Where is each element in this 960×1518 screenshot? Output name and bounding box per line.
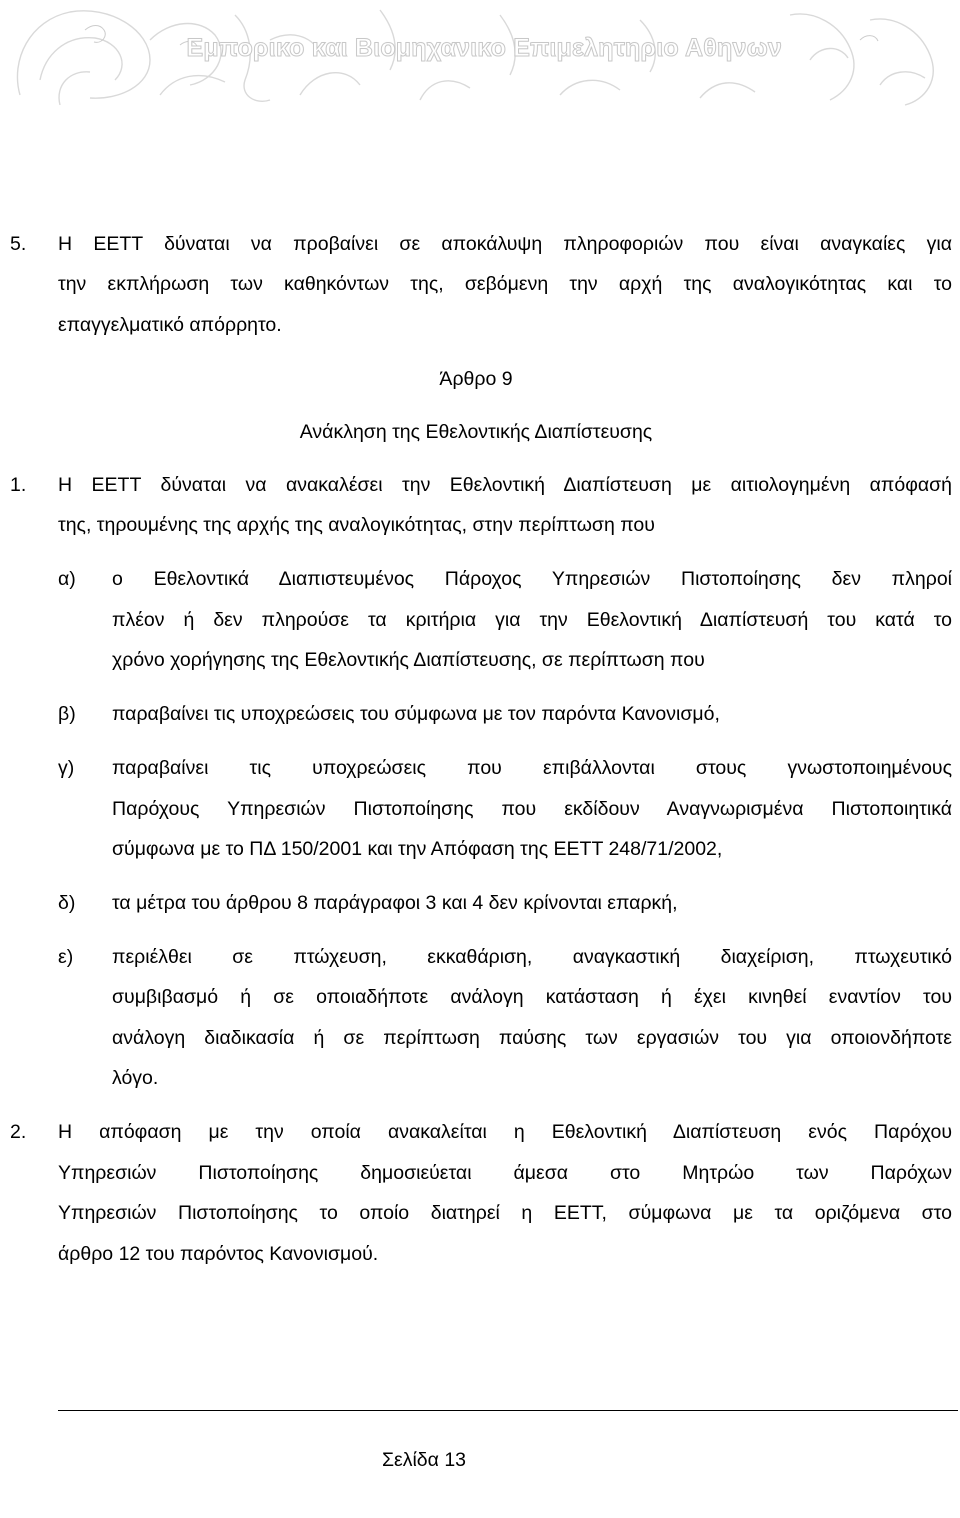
paragraph-1-line-1: Η ΕΕΤΤ δύναται να ανακαλέσει την Εθελοντική Διαπίστευση με αιτιολογημένη απόφασή (58, 474, 952, 496)
header-title: Εμπορικο και Βιομηχανικο Επιμελητηριο Αθηνων (186, 34, 782, 62)
item-gamma-line-2: Παρόχους Υπηρεσιών Πιστοποίησης που εκδίδουν Αναγνωρισμένα Πιστοποιητικά (112, 798, 952, 820)
item-alpha-line-2: πλέον ή δεν πληρούσε τα κριτήρια για την Εθελοντική Διαπίστευσή του κατά το (112, 609, 952, 631)
paragraph-2-line-3: Υπηρεσιών Πιστοποίησης το οποίο διατηρεί η ΕΕΤΤ, σύμφωνα με τα οριζόμενα στο (58, 1202, 952, 1224)
footer-rule (58, 1410, 958, 1411)
item-alpha-label: α) (58, 568, 76, 590)
item-beta-label: β) (58, 703, 76, 725)
item-delta-line-1: τα μέτρα του άρθρου 8 παράγραφοι 3 και 4 δεν κρίνονται επαρκή, (112, 892, 678, 914)
item-epsilon-label: ε) (58, 946, 74, 968)
item-gamma-line-3: σύμφωνα με το ΠΔ 150/2001 και την Απόφαση της ΕΕΤΤ 248/71/2002, (112, 838, 723, 860)
paragraph-2-number: 2. (10, 1121, 27, 1143)
article-title: Ανάκληση της Εθελοντικής Διαπίστευσης (299, 421, 653, 443)
item-beta-line-1: παραβαίνει τις υποχρεώσεις του σύμφωνα με τον παρόντα Κανονισμό, (112, 703, 720, 725)
item-epsilon-line-2: συμβιβασμό ή σε οποιαδήποτε ανάλογη κατάσταση ή έχει κινηθεί εναντίον του (112, 986, 952, 1008)
section-5-line-3: επαγγελματικό απόρρητο. (58, 314, 282, 336)
item-epsilon-line-4: λόγο. (112, 1067, 159, 1089)
item-epsilon-line-3: ανάλογη διαδικασία ή σε περίπτωση παύσης των εργασιών του για οποιονδήποτε (112, 1027, 952, 1049)
item-alpha-line-1: ο Εθελοντικά Διαπιστευμένος Πάροχος Υπηρεσιών Πιστοποίησης δεν πληροί (112, 568, 952, 590)
paragraph-2-line-2: Υπηρεσιών Πιστοποίησης δημοσιεύεται άμεσα στο Μητρώο των Παρόχων (58, 1162, 952, 1184)
article-number: Άρθρο 9 (439, 368, 513, 390)
section-5-number: 5. (10, 233, 27, 255)
section-5-line-2: την εκπλήρωση των καθηκόντων της, σεβόμενη την αρχή της αναλογικότητας και το (58, 273, 952, 295)
paragraph-1-line-2: της, τηρουμένης της αρχής της αναλογικότητας, στην περίπτωση που (58, 514, 655, 536)
item-epsilon-line-1: περιέλθει σε πτώχευση, εκκαθάριση, αναγκαστική διαχείριση, πτωχευτικό (112, 946, 952, 968)
document-header (0, 0, 960, 110)
section-5-line-1: Η ΕΕΤΤ δύναται να προβαίνει σε αποκάλυψη πληροφοριών που είναι αναγκαίες για (58, 233, 952, 255)
item-gamma-line-1: παραβαίνει τις υποχρεώσεις που επιβάλλονται στους γνωστοποιημένους (112, 757, 952, 779)
item-gamma-label: γ) (58, 757, 75, 779)
page-number: Σελίδα 13 (381, 1449, 467, 1471)
paragraph-1-number: 1. (10, 474, 27, 496)
item-delta-label: δ) (58, 892, 76, 914)
item-alpha-line-3: χρόνο χορήγησης της Εθελοντικής Διαπίστευσης, σε περίπτωση που (112, 649, 705, 671)
paragraph-2-line-1: Η απόφαση με την οποία ανακαλείται η Εθελοντική Διαπίστευση ενός Παρόχου (58, 1121, 952, 1143)
paragraph-2-line-4: άρθρο 12 του παρόντος Κανονισμού. (58, 1243, 379, 1265)
